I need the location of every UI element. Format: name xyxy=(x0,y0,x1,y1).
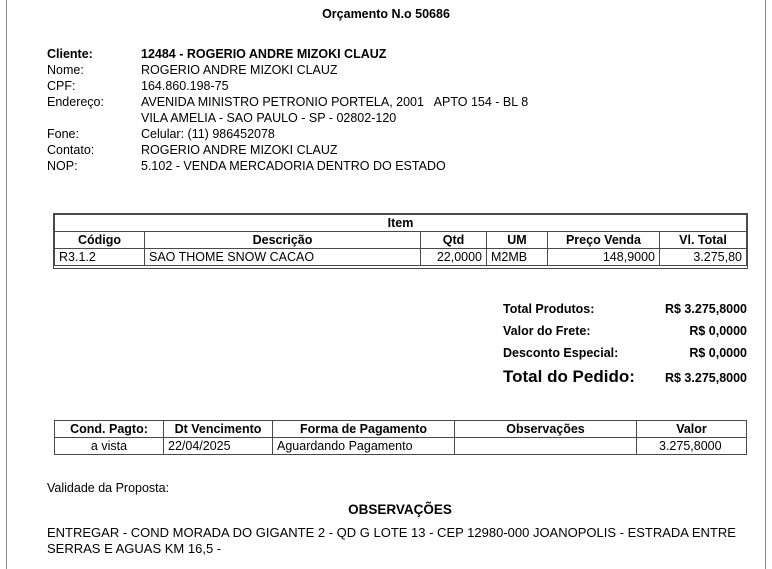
client-row-nop xyxy=(47,158,528,174)
cell-qtd: 22,0000 xyxy=(421,249,487,266)
endereco-label: Endereço: xyxy=(47,95,104,109)
nome-label: Nome: xyxy=(47,63,84,77)
items-group-header-row xyxy=(55,215,747,232)
cell-descricao: SAO THOME SNOW CACAO xyxy=(145,249,421,266)
desconto-row xyxy=(503,342,747,364)
nop-label: NOP: xyxy=(47,159,78,173)
client-row-cliente xyxy=(47,46,528,62)
fone-label: Fone: xyxy=(47,127,79,141)
cell-venc: 22/04/2025 xyxy=(164,438,273,455)
document-title: Orçamento N.o 50686 xyxy=(322,7,450,21)
col-header-um: UM xyxy=(487,232,548,249)
col-header-forma: Forma de Pagamento xyxy=(273,421,455,438)
client-label: Cliente: xyxy=(47,47,93,61)
nome-value: ROGERIO ANDRE MIZOKI CLAUZ xyxy=(141,63,338,77)
client-row-endereco xyxy=(47,94,528,110)
total-pedido-label: Total do Pedido: xyxy=(503,367,635,386)
desconto-value: R$ 0,0000 xyxy=(689,346,747,360)
cell-um: M2MB xyxy=(487,249,548,266)
cpf-value: 164.860.198-75 xyxy=(141,79,229,93)
col-header-valor: Valor xyxy=(637,421,747,438)
cell-codigo: R3.1.2 xyxy=(55,249,145,266)
valor-frete-value: R$ 0,0000 xyxy=(689,324,747,338)
fone-value: Celular: (11) 986452078 xyxy=(141,127,275,141)
cell-valor: 3.275,8000 xyxy=(637,438,747,455)
col-header-obs: Observações xyxy=(455,421,637,438)
observacoes-text: ENTREGAR - COND MORADA DO GIGANTE 2 - QD G LOTE 13 - CEP 12980-000 JOANOPOLIS - ESTRADA ENTRE SERRAS E AGUAS KM 16,5 - xyxy=(47,525,736,556)
total-pedido-row xyxy=(503,364,747,390)
total-produtos-row xyxy=(503,298,747,320)
endereco-cont-value: VILA AMELIA - SAO PAULO - SP - 02802-120 xyxy=(141,111,397,125)
validade-label: Validade da Proposta: xyxy=(47,481,170,495)
col-header-venc: Dt Vencimento xyxy=(164,421,273,438)
contato-value: ROGERIO ANDRE MIZOKI CLAUZ xyxy=(141,143,338,157)
col-header-cond: Cond. Pagto: xyxy=(55,421,164,438)
table-row xyxy=(55,249,747,266)
client-row-endereco-cont xyxy=(47,110,528,126)
nop-value: 5.102 - VENDA MERCADORIA DENTRO DO ESTADO xyxy=(141,159,446,173)
client-row-fone xyxy=(47,126,528,142)
total-produtos-value: R$ 3.275,8000 xyxy=(664,302,747,316)
client-row-contato xyxy=(47,142,528,158)
contato-label: Contato: xyxy=(47,143,95,157)
cell-total: 3.275,80 xyxy=(660,249,747,266)
total-pedido-value: R$ 3.275,8000 xyxy=(664,371,747,385)
total-produtos-label: Total Produtos: xyxy=(503,302,595,316)
client-value: 12484 - ROGERIO ANDRE MIZOKI CLAUZ xyxy=(141,47,387,61)
valor-frete-row xyxy=(503,320,747,342)
payment-header-row xyxy=(55,421,747,438)
endereco-value: AVENIDA MINISTRO PETRONIO PORTELA, 2001 APTO 154 - BL 8 xyxy=(141,95,529,109)
col-header-preco: Preço Venda xyxy=(548,232,660,249)
valor-frete-label: Valor do Frete: xyxy=(503,324,591,338)
cell-obs xyxy=(455,438,637,455)
col-header-codigo: Código xyxy=(55,232,145,249)
cpf-label: CPF: xyxy=(47,79,76,93)
col-header-total: Vl. Total xyxy=(660,232,747,249)
cell-forma: Aguardando Pagamento xyxy=(273,438,455,455)
items-header-row xyxy=(55,232,747,249)
table-row xyxy=(55,438,747,455)
observacoes-title: OBSERVAÇÕES xyxy=(348,502,452,517)
col-header-qtd: Qtd xyxy=(421,232,487,249)
client-row-nome xyxy=(47,62,528,78)
totals-block xyxy=(503,298,747,390)
items-table xyxy=(54,214,747,266)
col-header-descricao: Descrição xyxy=(145,232,421,249)
payment-table xyxy=(54,420,747,455)
endereco-cont-label xyxy=(47,110,141,126)
cell-preco: 148,9000 xyxy=(548,249,660,266)
client-row-cpf xyxy=(47,78,528,94)
client-info xyxy=(47,46,528,174)
cell-cond: a vista xyxy=(55,438,164,455)
items-group-title: Item xyxy=(55,215,747,232)
desconto-label: Desconto Especial: xyxy=(503,346,619,360)
